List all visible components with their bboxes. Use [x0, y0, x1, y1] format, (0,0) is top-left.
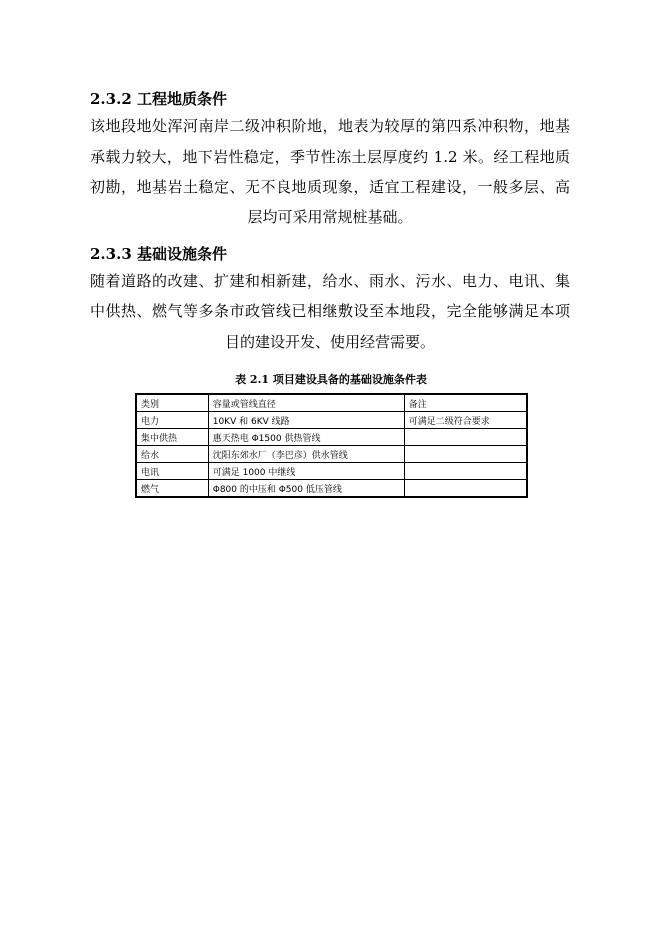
cell-category: 电力 [136, 412, 208, 429]
table-caption: 表 2.1 项目建设具备的基础设施条件表 [235, 373, 427, 386]
cell-capacity: 10KV 和 6KV 线路 [208, 412, 404, 429]
infrastructure-line-3: 目的建设开发、使用经营需要。 [224, 333, 435, 351]
cell-capacity: 惠天热电 Φ1500 供热管线 [208, 429, 404, 446]
heading-infrastructure: 2.3.3 基础设施条件 [90, 245, 227, 263]
cell-remarks: 可满足二级符合要求 [404, 412, 527, 429]
infrastructure-line-2: 中供热、燃气等多条市政管线已相继敷设至本地段，完全能够满足本项 [90, 302, 570, 320]
cell-capacity: Φ800 的中压和 Φ500 低压管线 [208, 480, 404, 498]
cell-remarks [404, 429, 527, 446]
table-row [136, 429, 527, 446]
cell-category: 电讯 [136, 463, 208, 480]
table-row [136, 480, 527, 498]
cell-remarks [404, 446, 527, 463]
header-remarks: 备注 [404, 394, 527, 412]
geology-line-3: 初勘，地基岩土稳定、无不良地质现象，适宜工程建设，一般多层、高 [90, 178, 570, 196]
infrastructure-line-1: 随着道路的改建、扩建和相新建，给水、雨水、污水、电力、电讯、集 [90, 272, 570, 290]
geology-line-2: 承载力较大，地下岩性稳定，季节性冻土层厚度约 1.2 米。经工程地质 [90, 148, 570, 166]
table-header-row [136, 394, 527, 412]
table-row [136, 412, 527, 429]
cell-category: 燃气 [136, 480, 208, 498]
cell-category: 集中供热 [136, 429, 208, 446]
header-category: 类别 [136, 394, 208, 412]
cell-remarks [404, 463, 527, 480]
cell-capacity: 沈阳东郊水厂（李巴彦）供水管线 [208, 446, 404, 463]
geology-line-1: 该地段地处浑河南岸二级冲积阶地，地表为较厚的第四系冲积物，地基 [90, 117, 570, 135]
table-row [136, 463, 527, 480]
table-row [136, 446, 527, 463]
cell-category: 给水 [136, 446, 208, 463]
geology-line-4: 层均可采用常规桩基础。 [247, 208, 413, 226]
heading-geology: 2.3.2 工程地质条件 [90, 90, 227, 108]
infrastructure-table [135, 393, 528, 498]
cell-capacity: 可满足 1000 中继线 [208, 463, 404, 480]
header-capacity: 容量或管线直径 [208, 394, 404, 412]
cell-remarks [404, 480, 527, 498]
